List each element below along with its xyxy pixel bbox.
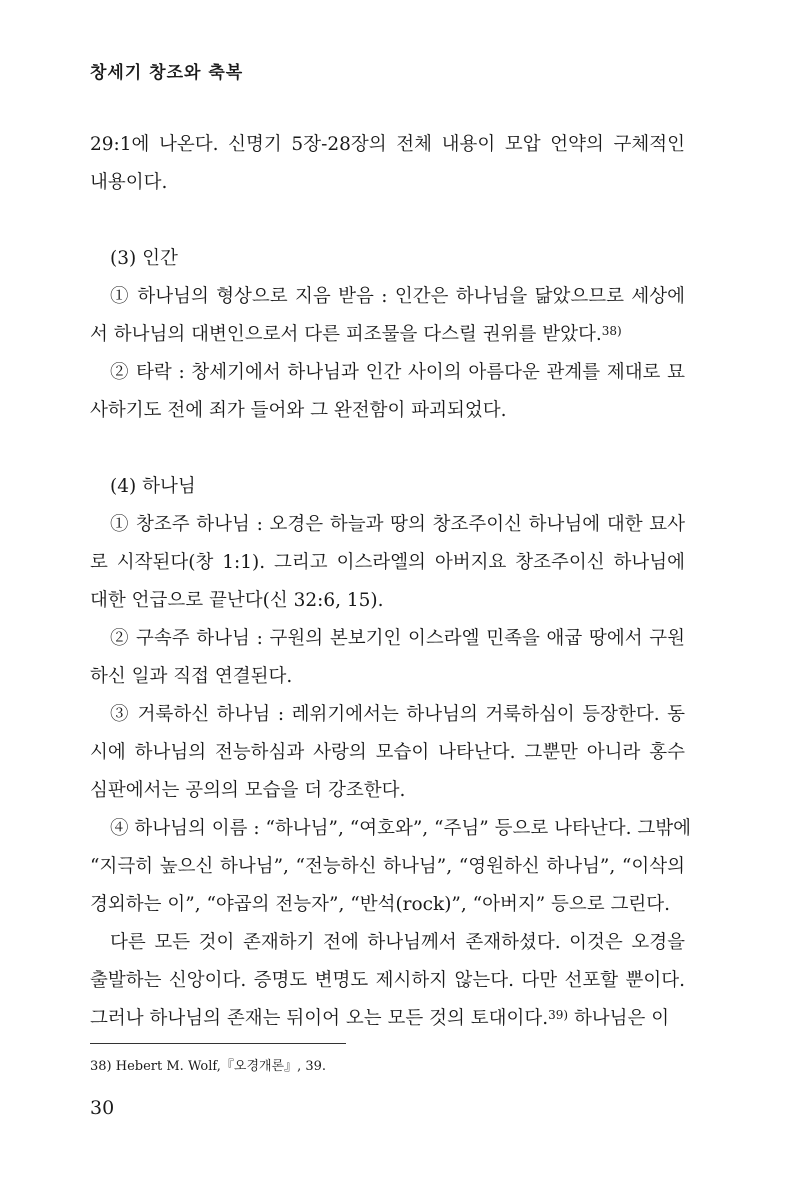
text-line: 시에 하나님의 전능하심과 사랑의 모습이 나타난다. 그뿐만 아니라 홍수 (90, 742, 685, 763)
body-text (90, 126, 691, 1038)
text-line: ① 하나님의 형상으로 지음 받음 : 인간은 하나님을 닮았으므로 세상에 (110, 286, 685, 307)
text-line: 출발하는 신앙이다. 증명도 변명도 제시하지 않는다. 다만 선포할 뿐이다. (90, 970, 685, 991)
text-line: ③ 거룩하신 하나님 : 레위기에서는 하나님의 거룩하심이 등장한다. 동 (110, 704, 685, 725)
text-span: 그러나 하나님의 존재는 뒤이어 오는 모든 것의 토대이다. (90, 1008, 549, 1029)
text-line: ② 타락 : 창세기에서 하나님과 인간 사이의 아름다운 관계를 제대로 묘 (110, 362, 685, 383)
page-number: 30 (90, 1097, 115, 1119)
text-line (90, 1000, 685, 1038)
text-line: 하신 일과 직접 연결된다. (90, 666, 293, 687)
text-line: 29:1에 나온다. 신명기 5장-28장의 전체 내용이 모압 언약의 구체적인 (90, 134, 685, 155)
section-heading: (4) 하나님 (110, 476, 196, 497)
text-line: 경외하는 이”, “야곱의 전능자”, “반석(rock)”, “아버지” 등으로 그린다. (90, 894, 671, 915)
text-line: 로 시작된다(창 1:1). 그리고 이스라엘의 아버지요 창조주이신 하나님에 (90, 552, 685, 573)
text-span: 서 하나님의 대변인으로서 다른 피조물을 다스릴 권위를 받았다. (90, 324, 602, 345)
text-line: “지극히 높으신 하나님”, “전능하신 하나님”, “영원하신 하나님”, “이삭의 (90, 856, 685, 877)
text-span: 하나님은 이 (573, 1008, 670, 1029)
footnote-divider (90, 1043, 346, 1044)
footnote: 38) Hebert M. Wolf,『오경개론』, 39. (90, 1059, 327, 1074)
text-line (90, 316, 685, 354)
text-line: 심판에서는 공의의 모습을 더 강조한다. (90, 780, 406, 801)
section-heading: (3) 인간 (110, 248, 178, 269)
text-line: ① 창조주 하나님 : 오경은 하늘과 땅의 창조주이신 하나님에 대한 묘사 (110, 514, 685, 535)
text-line: ④ 하나님의 이름 : “하나님”, “여호와”, “주님” 등으로 나타난다. 그밖에 (110, 818, 691, 839)
running-head: 창세기 창조와 축복 (90, 63, 244, 83)
text-line: 사하기도 전에 죄가 들어와 그 완전함이 파괴되었다. (90, 400, 507, 421)
text-line: 내용이다. (90, 172, 168, 193)
text-line: ② 구속주 하나님 : 구원의 본보기인 이스라엘 민족을 애굽 땅에서 구원 (110, 628, 685, 649)
footnote-ref: 38) (601, 324, 622, 338)
text-line: 다른 모든 것이 존재하기 전에 하나님께서 존재하셨다. 이것은 오경을 (110, 932, 685, 953)
footnote-ref: 39) (548, 1008, 569, 1022)
text-line: 대한 언급으로 끝난다(신 32:6, 15). (90, 590, 384, 611)
